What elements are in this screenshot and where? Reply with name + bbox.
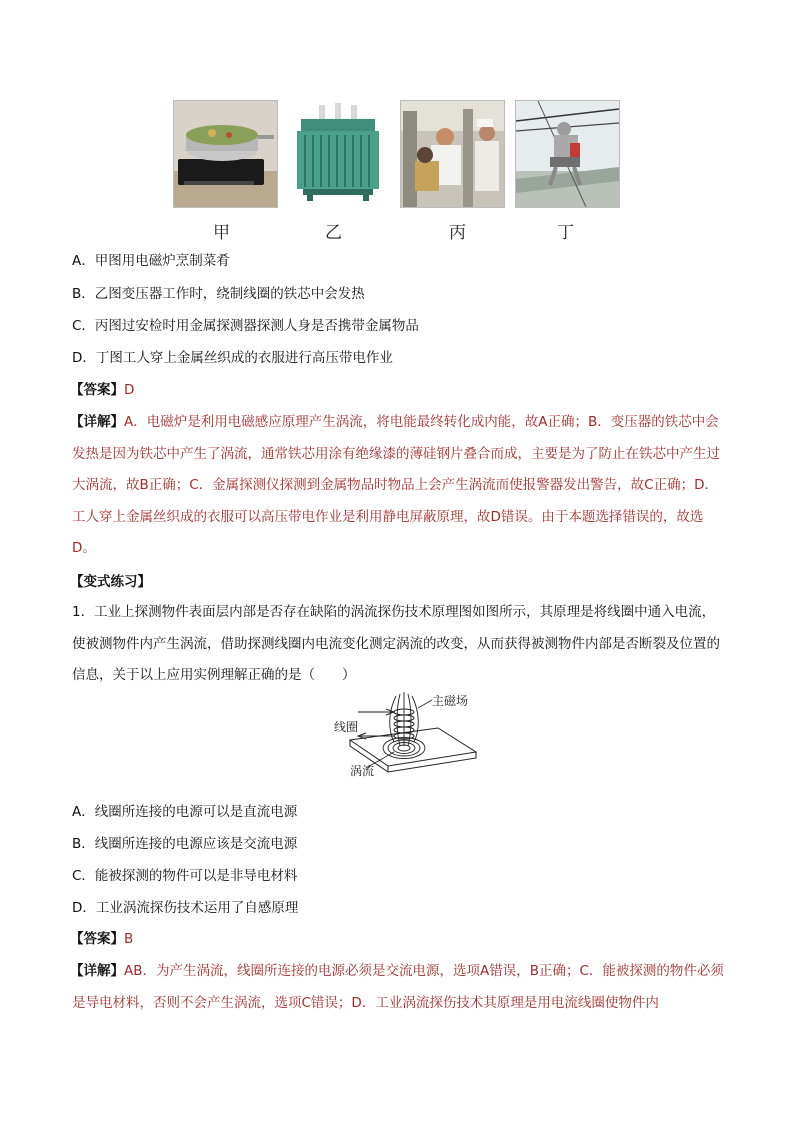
caption-jia: 甲 xyxy=(213,223,230,243)
q1-detail-paragraph xyxy=(72,956,724,1019)
label-main-field: 主磁场 xyxy=(432,694,469,708)
photo-live-line-work xyxy=(515,100,620,208)
detail-paragraph xyxy=(72,407,724,565)
caption-bing: 丙 xyxy=(449,223,466,243)
answer-line xyxy=(70,381,134,399)
answer-value: D xyxy=(124,382,135,398)
caption-ding: 丁 xyxy=(557,223,574,243)
q1-detail-text: AB．为产生涡流，线圈所连接的电源必须是交流电源，选项A错误，B正确；C．能被探测的物件必须是导电材料，否则不会产生涡流，选项C错误；D．工业涡流探伤技术其原理是用电流线圈使物件内 xyxy=(72,963,724,1011)
question-1-stem: 1．工业上探测物件表面层内部是否存在缺陷的涡流探伤技术原理图如图所示，其原理是将线圈中通入电流，使被测物件内产生涡流，借助探测线圈内电流变化测定涡流的改变，从而获得被测物件内部是否断裂及位置的信息，关于以上应用实例理解正确的是（ ） xyxy=(72,604,720,684)
section-title: 【变式练习】 xyxy=(70,574,151,590)
q1-answer-line xyxy=(70,930,133,948)
q1-answer-value: B xyxy=(124,931,134,947)
q1-detail-tag: 【详解】 xyxy=(70,963,124,979)
detail-tag: 【详解】 xyxy=(70,414,124,430)
photo-transformer xyxy=(288,100,388,208)
photo-security-check xyxy=(400,100,505,208)
q1-option-a: A．线圈所连接的电源可以是直流电源 xyxy=(72,804,298,820)
photo-induction-cooker xyxy=(173,100,278,208)
label-eddy: 涡流 xyxy=(350,764,375,778)
q1-option-c: C．能被探测的物件可以是非导电材料 xyxy=(72,868,298,884)
q1-option-b: B．线圈所连接的电源应该是交流电源 xyxy=(72,836,298,852)
q1-answer-tag: 【答案】 xyxy=(70,931,124,947)
detail-text: A．电磁炉是利用电磁感应原理产生涡流，将电能最终转化成内能，故A正确；B．变压器的铁芯中会发热是因为铁芯中产生了涡流，通常铁芯用涂有绝缘漆的薄硅钢片叠合而成，主要是为了防止在铁芯中产生过大涡流，故B正确；C．金属探测仪探测到金属物品时物品上会产生涡流而使报警器发出警告，故C正确；D．工人穿上金属丝织成的衣服可以高压带电作业是利用静电屏蔽原理，故D错误。由于本题选择错误的，故选D。 xyxy=(72,414,720,557)
eddy-current-diagram xyxy=(328,690,478,782)
q1-option-d: D．工业涡流探伤技术运用了自感原理 xyxy=(72,900,299,916)
caption-yi: 乙 xyxy=(325,223,342,243)
option-a: A．甲图用电磁炉烹制菜肴 xyxy=(72,253,230,269)
answer-tag: 【答案】 xyxy=(70,382,124,398)
label-coil: 线圈 xyxy=(334,720,359,734)
option-d: D．丁图工人穿上金属丝织成的衣服进行高压带电作业 xyxy=(72,350,393,366)
option-b: B．乙图变压器工作时，绕制线圈的铁芯中会发热 xyxy=(72,286,365,302)
option-c: C．丙图过安检时用金属探测器探测人身是否携带金属物品 xyxy=(72,318,419,334)
